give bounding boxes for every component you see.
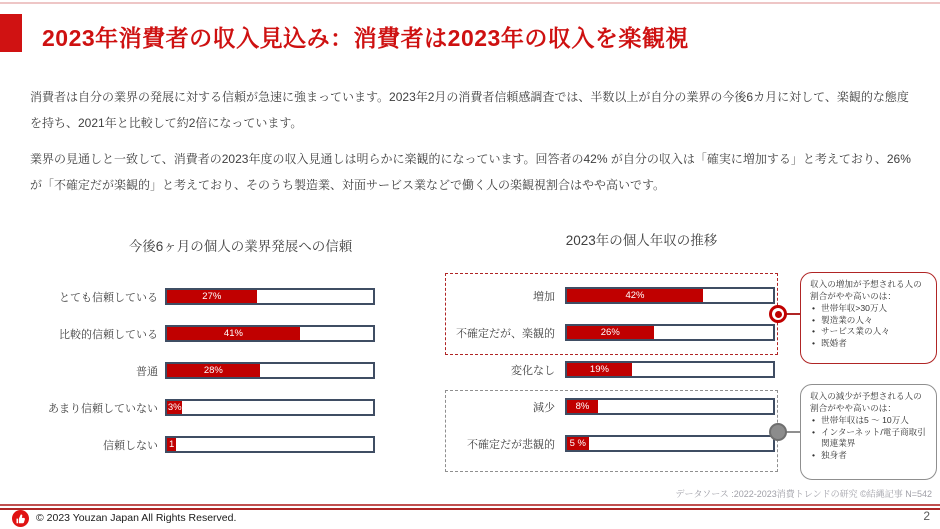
copyright-text: © 2023 Youzan Japan All Rights Reserved. [36,512,237,524]
bar-category-label: 不確定だが、楽観的 [456,327,555,340]
top-accent-line [0,2,940,4]
bar-fill [167,438,176,451]
bar-fill [167,364,260,377]
intro-paragraph-1: 消費者は自分の業界の発展に対する信頼が急速に強まっています。2023年2月の消費者信頼感調査では、半数以上が自分の業界の今後6カ月に対して、楽観的な態度を持ち、2021年と比較して約2倍になっています。 [30,90,909,130]
bar-track [165,362,375,379]
callout-list-item: • 世帯年収>30万人 [810,303,929,315]
bar-category-label: 減少 [533,401,555,414]
data-source-note: データソース :2022-2023消費トレンドの研究 ©結縄記事 N=542 [675,489,932,499]
highlight-box-increase [445,273,778,355]
bar-category-label: 変化なし [511,364,555,377]
bar-value-label: 1 [168,439,175,450]
brand-logo [12,510,29,527]
connector-dot-increase [769,305,787,323]
bar-category-label: 増加 [533,290,555,303]
chart-rows [48,278,378,463]
bar-track [565,361,775,378]
bar-value-label: 3% [167,402,182,413]
bar-row [48,315,378,352]
title-accent-square [0,14,22,52]
intro-paragraph-2: 業界の見通しと一致して、消費者の2023年度の収入見通しは明らかに楽観的になっています。回答者の42% が自分の収入は「確実に増加する」と考えており、26% が「不確定だが楽観的」と考えており、そのうち製造業、対面サービス業などで働く人の楽観視割合はやや高いです。 [30,152,911,192]
bar-value-label: 27% [202,291,222,302]
connector-dot-decrease [769,423,787,441]
bar-category-label: 不確定だが悲観的 [467,438,555,451]
callout-list-item: • インターネット/電子商取引関連業界 [810,427,929,450]
bar-fill [167,327,300,340]
bar-row [48,426,378,463]
chart-industry-confidence [48,238,378,463]
callout-list-item: • 世帯年収は5 ～ 10万人 [810,415,929,427]
thumbs-up-icon [16,514,26,524]
callout-list-item: • 独身者 [810,450,929,462]
chart-title: 今後6ヶ月の個人の業界発展への信頼 [128,239,353,254]
callout-heading: 収入の増加が予想される人の割合がやや高いのは： [810,279,922,301]
callout-heading: 収入の減少が予想される人の割合がやや高いのは： [810,391,922,413]
footer-divider-bottom [0,508,940,510]
bar-row [450,351,778,388]
callout-list-item: • 製造業の人々 [810,315,929,327]
bar-fill [567,363,632,376]
chart-title: 2023年の個人年収の推移 [565,233,718,248]
bar-category-label: あまり信頼していない [48,402,158,415]
bar-category-label: とても信頼している [59,291,158,304]
bar-value-label: 28% [203,365,223,376]
bar-category-label: 信頼しない [103,439,158,452]
callout-list [810,415,929,461]
bar-category-label: 比較的信頼している [59,328,158,341]
bar-track [165,436,375,453]
bar-value-label: 41% [223,328,243,339]
bar-track [165,288,375,305]
bar-row [48,278,378,315]
page-title: 2023年消費者の収入見込み：消費者は2023年の収入を楽観視 [42,25,689,51]
bar-fill [167,290,257,303]
bar-value-label: 42% [625,290,645,301]
bar-track [165,399,375,416]
page-number: 2 [923,509,930,523]
bar-category-label: 普通 [136,365,158,378]
footer-divider-top [0,504,940,506]
bar-row [48,352,378,389]
callout-list [810,303,929,349]
bar-value-label: 26% [600,327,620,338]
bar-value-label: 5 % [569,438,586,449]
bar-value-label: 19% [589,364,609,375]
bar-value-label: 8% [575,401,590,412]
callout-list-item: • 既婚者 [810,338,929,350]
callout-increase [800,272,937,364]
bar-fill [167,401,182,414]
highlight-box-decrease [445,390,778,472]
callout-decrease [800,384,937,480]
bar-track [165,325,375,342]
bar-row [48,389,378,426]
callout-list-item: • サービス業の人々 [810,326,929,338]
